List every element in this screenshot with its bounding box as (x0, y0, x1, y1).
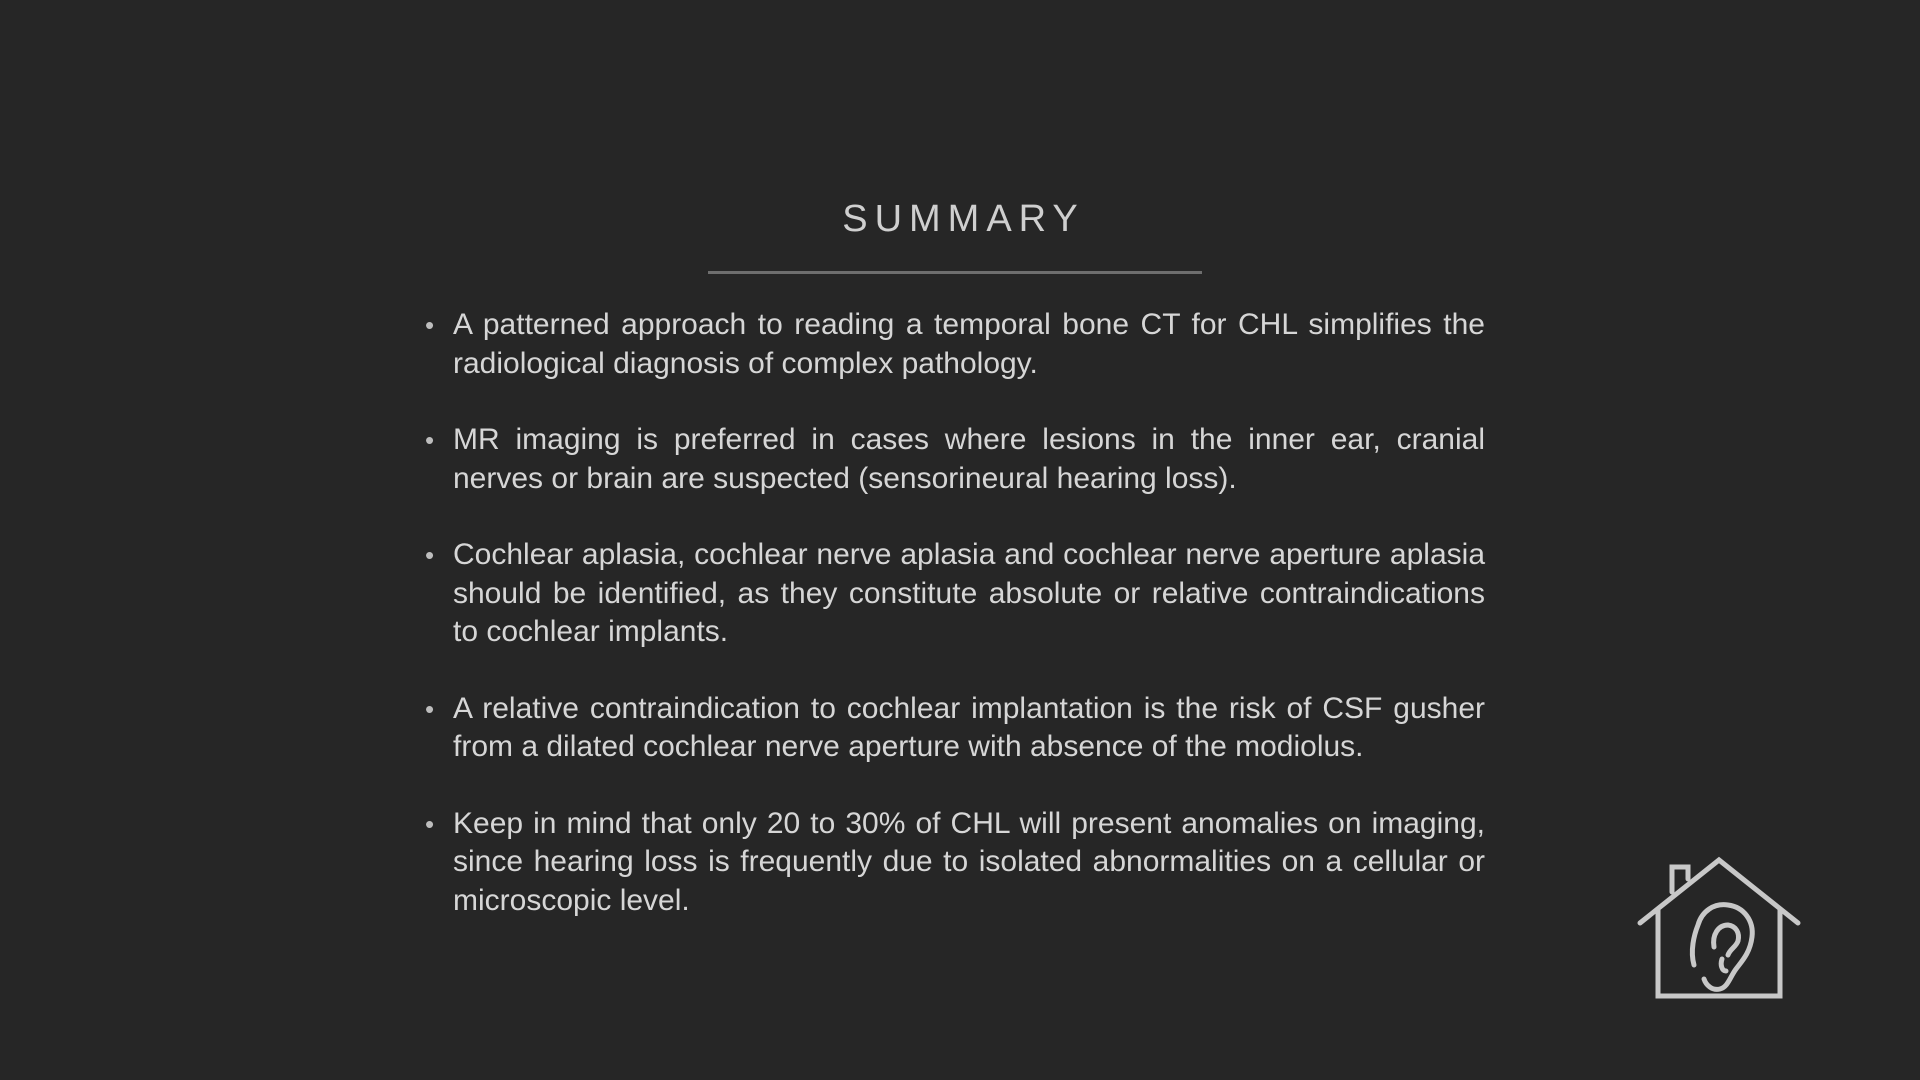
bullet-item (425, 805, 1485, 921)
bullet-text: A relative contraindication to cochlear implantation is the risk of CSF gusher from a dilated cochlear nerve aperture with absence of the modiolus. (453, 691, 1485, 763)
page-title: SUMMARY (842, 198, 1085, 240)
title-divider (708, 271, 1202, 274)
bullet-item (425, 536, 1485, 652)
bullet-dot: • (425, 425, 435, 455)
bullet-dot: • (425, 693, 435, 724)
bullet-item (425, 690, 1485, 767)
house-ear-icon[interactable] (1636, 855, 1802, 1001)
bullet-text: Cochlear aplasia, cochlear nerve aplasia and cochlear nerve aperture aplasia should be identified, as they constitute absolute or relative contraindications to cochlear implants. (453, 538, 1485, 648)
bullet-text: MR imaging is preferred in cases where lesions in the inner ear, cranial nerves or brain are suspected (sensorineural hearing loss). (453, 423, 1485, 495)
bullet-item (425, 421, 1485, 498)
bullet-dot: • (425, 540, 435, 570)
bullet-text: Keep in mind that only 20 to 30% of CHL will present anomalies on imaging, since hearing loss is frequently due to isolated abnormalities on a cellular or microscopic level. (453, 806, 1485, 917)
summary-bullet-list (425, 306, 1485, 958)
bullet-dot: • (425, 310, 435, 340)
bullet-item (425, 306, 1485, 383)
bullet-dot: • (425, 808, 435, 839)
bullet-text: A patterned approach to reading a temporal bone CT for CHL simplifies the radiological diagnosis of complex pathology. (453, 308, 1485, 380)
